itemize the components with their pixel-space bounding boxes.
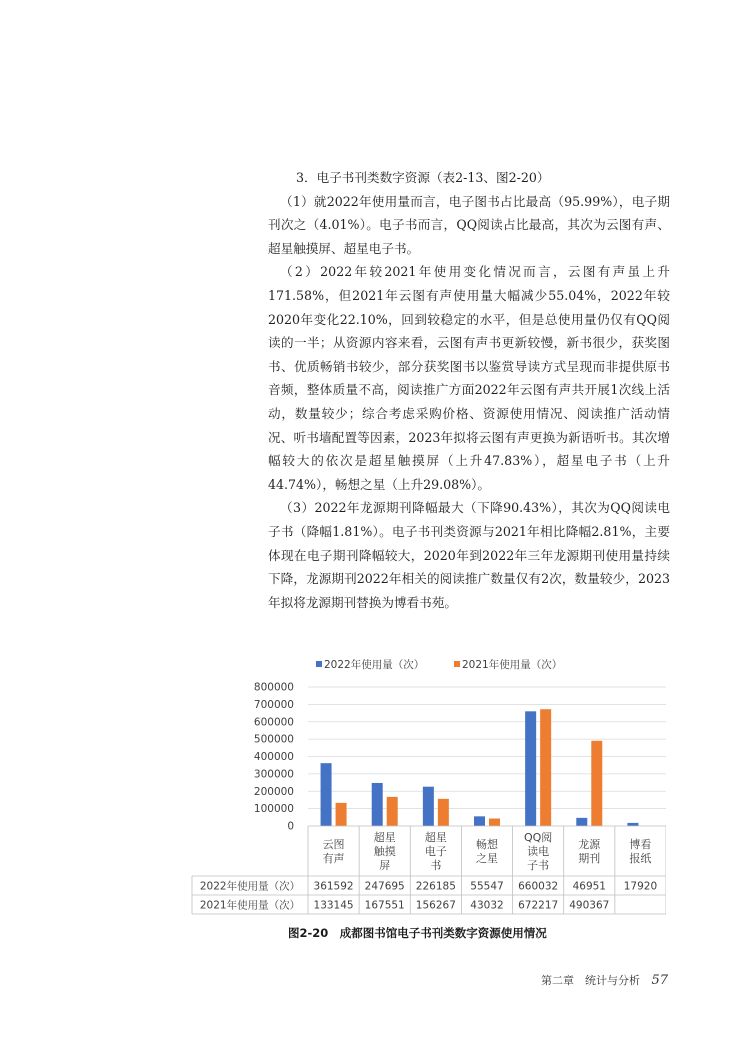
bar: [591, 741, 602, 826]
page-number: 57: [651, 973, 668, 988]
category-label: 有声: [322, 852, 345, 865]
bar: [540, 709, 551, 826]
table-cell: 167551: [364, 899, 405, 912]
legend-entry: 2021年使用量（次）: [462, 659, 563, 671]
table-cell: 672217: [518, 899, 559, 912]
table-cell: 490367: [569, 899, 610, 912]
legend-entry: 2022年使用量（次）: [324, 659, 425, 671]
category-label: 超星: [424, 831, 447, 844]
category-label: 书: [430, 859, 442, 872]
y-tick-label: 600000: [253, 716, 294, 729]
table-cell: 660032: [518, 880, 559, 893]
table-cell: 17920: [623, 880, 658, 893]
y-tick-label: 700000: [253, 698, 294, 711]
category-label: 读电: [527, 845, 550, 858]
category-label: 子书: [527, 859, 550, 872]
bar: [525, 711, 536, 826]
body-text: [268, 166, 670, 614]
category-label: 触摸: [373, 845, 396, 858]
category-label: 之星: [476, 852, 498, 865]
bar: [438, 799, 449, 826]
y-tick-label: 500000: [253, 733, 294, 746]
category-label: 博看: [629, 838, 652, 851]
bar-chart-svg: [190, 650, 666, 920]
bar: [576, 818, 587, 826]
y-tick-label: 400000: [253, 751, 294, 763]
category-label: 畅想: [476, 838, 498, 851]
table-cell: 43032: [470, 899, 504, 912]
table-cell: 46951: [572, 880, 606, 893]
y-tick-label: 100000: [253, 803, 294, 816]
category-label: 期刊: [578, 852, 601, 865]
paragraph-3: （3）2022年龙源期刊降幅最大（下降90.43%），其次为QQ阅读电子书（降幅1.81%）。电子书刊类资源与2021年相比降幅2.81%，主要体现在电子期刊降幅较大，2020年到2022年三年龙源期刊使用量持续下降，龙源期刊2022年相关的阅读推广数量仅有2次，数量较少，2023年拟将龙源期刊替换为博看书苑。: [268, 500, 670, 610]
table-row-header: 2021年使用量（次）: [199, 899, 301, 912]
bar: [474, 816, 485, 826]
table-cell: 55547: [470, 880, 504, 893]
bar: [627, 823, 638, 826]
y-tick-label: 800000: [253, 681, 294, 694]
bar: [321, 763, 332, 826]
figure-caption: 图2-20 成都图书馆电子书刊类数字资源使用情况: [288, 926, 547, 940]
y-tick-label: 300000: [253, 768, 294, 781]
table-cell: 247695: [364, 880, 405, 893]
table-row-header: 2022年使用量（次）: [199, 880, 301, 893]
y-tick-label: 0: [287, 820, 294, 833]
chapter-label: 第二章 统计与分析: [540, 974, 640, 987]
paragraph-1: （1）就2022年使用量而言，电子图书占比最高（95.99%），电子期刊次之（4.01%）。电子书而言，QQ阅读占比最高，其次为云图有声、超星触摸屏、超星电子书。: [268, 193, 670, 256]
bar: [336, 803, 347, 826]
category-label: 云图: [322, 838, 345, 851]
bar: [489, 819, 500, 826]
paragraph-2: （2）2022年较2021年使用变化情况而言，云图有声虽上升171.58%，但2021年云图有声使用量大幅减少55.04%，2022年较2020年变化22.10%，回到较稳定的水平，但是总使用量仍仅有QQ阅读的一半；从资源内容来看，云图有声书更新较慢，新书很少，获奖图书、优质畅销书较少，部分获奖图书以鉴赏导读方式呈现而非提供原书音频，整体质量不高，阅读推广方面2022年云图有声共开展1次线上活动，数量较少；综合考虑采购价格、资源使用情况、阅读推广活动情况、听书墙配置等因素，2023年拟将云图有声更换为新语听书。其次增幅较大的依次是超星触摸屏（上升47.83%），超星电子书（上升44.74%），畅想之星（上升29.08%）。: [268, 264, 670, 492]
bar: [372, 783, 383, 826]
category-label: 屏: [379, 859, 391, 872]
category-label: 超星: [373, 831, 396, 844]
table-cell: 156267: [415, 899, 456, 912]
category-label: 电子: [424, 845, 447, 858]
section-heading: 3．电子书刊类数字资源（表2-13、图2-20）: [296, 170, 550, 185]
category-label: QQ阅: [523, 831, 553, 844]
page-footer: [541, 972, 668, 988]
bar: [423, 787, 434, 826]
bar: [387, 797, 398, 826]
y-tick-label: 200000: [253, 785, 294, 798]
table-cell: 133145: [313, 899, 354, 912]
table-cell: 226185: [415, 880, 456, 893]
legend-swatch: [454, 661, 460, 667]
usage-chart: [190, 650, 666, 920]
table-cell: 361592: [313, 880, 354, 893]
category-label: 报纸: [629, 852, 652, 865]
category-label: 龙源: [578, 838, 601, 851]
legend-swatch: [316, 661, 322, 667]
